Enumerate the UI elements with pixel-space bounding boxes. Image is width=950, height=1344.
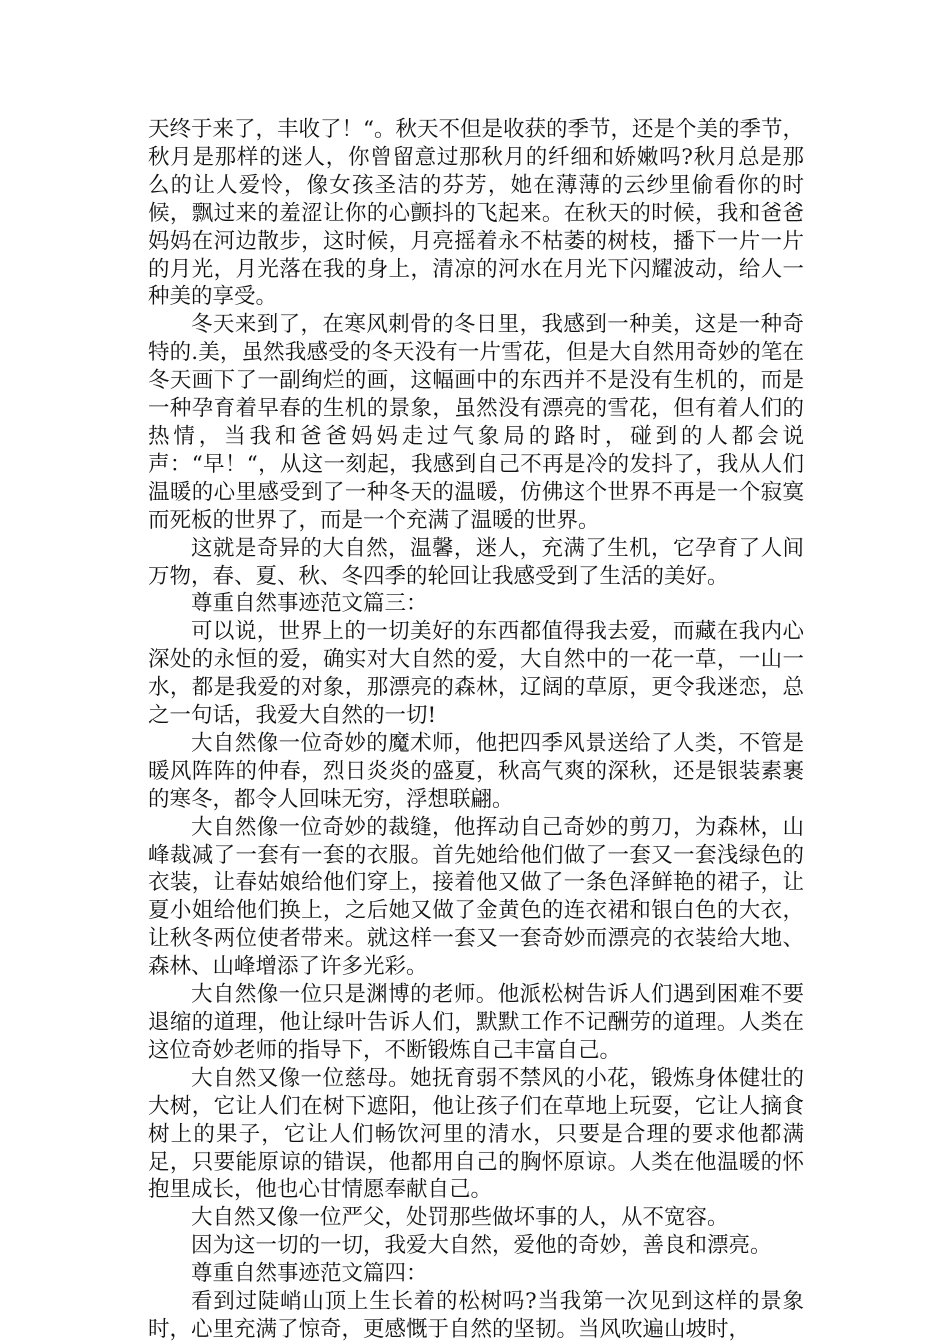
paragraph-autumn-continued: 天终于来了，丰收了！“。秋天不但是收获的季节，还是个美的季节，秋月是那样的迷人，你曾留意过那秋月的纤细和娇嫩吗?秋月总是那么的让人爱怜，像女孩圣洁的芬芳，她在薄薄的云纱里偷看你的时候，飘过来的羞涩让你的心颤抖的飞起来。在秋天的时候，我和爸爸妈妈在河边散步，这时候，月亮摇着永不枯萎的树枝，播下一片一片的月光，月光落在我的身上，清凉的河水在月光下闪耀波动，给人一种美的享受。 [148, 117, 804, 310]
paragraph-mother: 大自然又像一位慈母。她抚育弱不禁风的小花，锻炼身体健壮的大树，它让人们在树下遮阳，他让孩子们在草地上玩耍，它让人摘食树上的果子，它让人们畅饮河里的清水，只要是合理的要求他都满足，只要能原谅的错误，他都用自己的胸怀原谅。人类在他温暖的怀抱里成长，他也心甘情愿奉献自己。 [148, 1065, 804, 1203]
paragraph-summary: 这就是奇异的大自然，温馨，迷人，充满了生机，它孕育了人间万物，春、夏、秋、冬四季的轮回让我感受到了生活的美好。 [148, 535, 804, 589]
paragraph-love-nature: 可以说，世界上的一切美好的东西都值得我去爱，而藏在我内心深处的永恒的爱，确实对大自然的爱，大自然中的一花一草，一山一水，都是我爱的对象，那漂亮的森林，辽阔的草原，更令我迷恋，总之一句话，我爱大自然的一切! [148, 619, 804, 729]
section-heading-three: 尊重自然事迹范文篇三： [191, 591, 428, 617]
paragraph-father: 大自然又像一位严父，处罚那些做坏事的人，从不宽容。 [191, 1205, 729, 1231]
paragraph-conclusion: 因为这一切的一切，我爱大自然，爱他的奇妙，善良和漂亮。 [191, 1233, 772, 1259]
document-page [148, 116, 804, 1344]
paragraph-tailor: 大自然像一位奇妙的裁缝，他挥动自己奇妙的剪刀，为森林，山峰裁减了一套有一套的衣服。首先她给他们做了一套又一套浅绿色的衣装，让春姑娘给他们穿上，接着他又做了一条色泽鲜艳的裙子，让夏小姐给他们换上，之后她又做了金黄色的连衣裙和银白色的大衣，让秋冬两位使者带来。就这样一套又一套奇妙而漂亮的衣装给大地、森林、山峰增添了许多光彩。 [148, 814, 804, 980]
paragraph-teacher: 大自然像一位只是渊博的老师。他派松树告诉人们遇到困难不要退缩的道理，他让绿叶告诉人们，默默工作不记酬劳的道理。人类在这位奇妙老师的指导下，不断锻炼自己丰富自己。 [148, 982, 804, 1063]
paragraph-pine-tree: 看到过陡峭山顶上生长着的松树吗?当我第一次见到这样的景象时，心里充满了惊奇，更感慨于自然的坚韧。当风吹遍山坡时， [148, 1289, 804, 1342]
paragraph-magician: 大自然像一位奇妙的魔术师，他把四季风景送给了人类，不管是暖风阵阵的仲春，烈日炎炎的盛夏，秋高气爽的深秋，还是银装素裹的寒冬，都令人回味无穷，浮想联翩。 [148, 730, 804, 812]
paragraph-winter: 冬天来到了，在寒风刺骨的冬日里，我感到一种美，这是一种奇特的.美，虽然我感受的冬天没有一片雪花，但是大自然用奇妙的笔在冬天画下了一副绚烂的画，这幅画中的东西并不是没有生机的，而是一种孕育着早春的生机的景象，虽然没有漂亮的雪花，但有着人们的热情，当我和爸爸妈妈走过气象局的路时，碰到的人都会说声：“早！“，从这一刻起，我感到自己不再是冷的发抖了，我从人们温暖的心里感受到了一种冬天的温暖，仿佛这个世界不再是一个寂寞而死板的世界了，而是一个充满了温暖的世界。 [148, 312, 804, 533]
section-heading-four: 尊重自然事迹范文篇四： [191, 1261, 428, 1287]
